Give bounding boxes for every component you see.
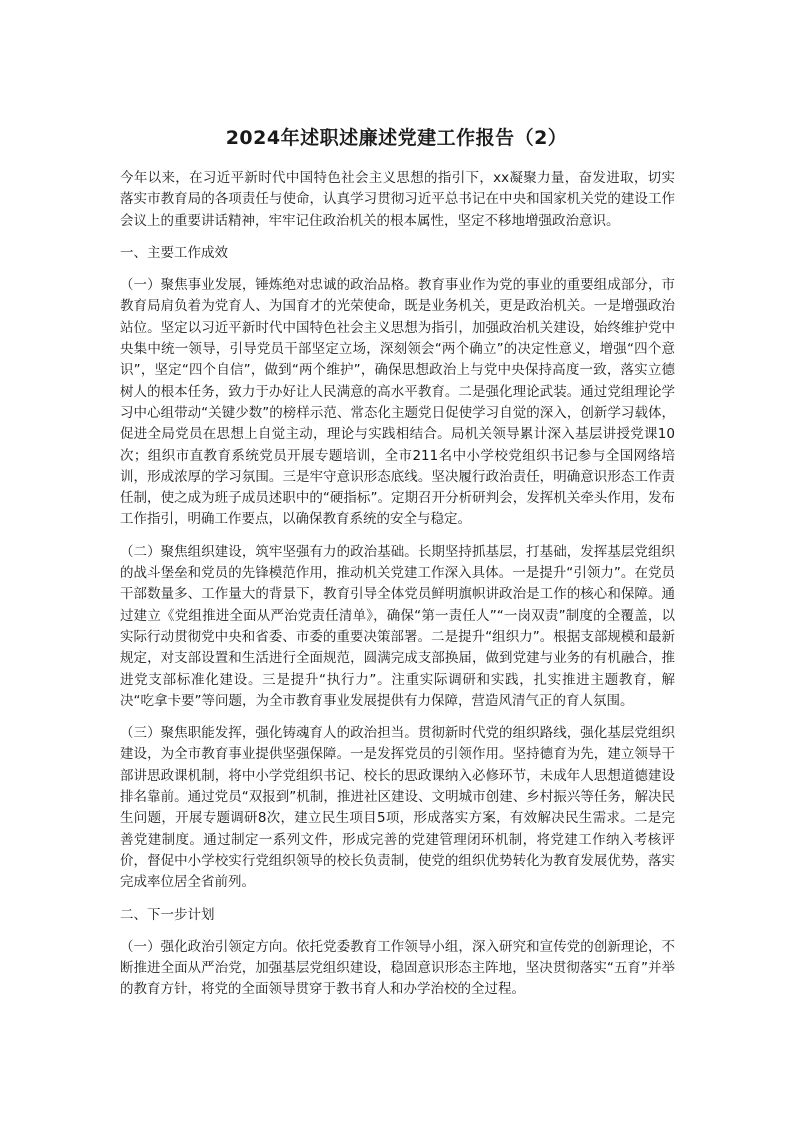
paragraph-organization-building: （二）聚焦组织建设，筑牢坚强有力的政治基础。长期坚持抓基层，打基础，发挥基层党组织的战斗堡垒和党员的先锋模范作用，推动机关党建工作深入具体。一是提升“引领力”。在党员干部数量多、工作量大的背景下，教育引导全体党员鲜明旗帜讲政治是工作的核心和保障。通过建立《党组推进全面从严治党责任清单》，确保“第一责任人”“一岗双责”制度的全覆盖，以实际行动贯彻党中央和省委、市委的重要决策部署。二是提升“组织力”。根据支部规模和最新规定，对支部设置和生活进行全面规范，圆满完成支部换届，做到党建与业务的有机融合，推进党支部标准化建设。三是提升“执行力”。注重实际调研和实践，扎实推进主题教育，解决“吃拿卡要”等问题，为全市教育事业发展提供有力保障，营造风清气正的育人氛围。 bbox=[120, 543, 675, 709]
document-body bbox=[120, 168, 675, 1012]
section-heading-next-steps: 二、下一步计划 bbox=[120, 906, 215, 923]
section-heading-achievements: 一、主要工作成效 bbox=[120, 244, 228, 261]
paragraph-political-loyalty: （一）聚焦事业发展，锤炼绝对忠诚的政治品格。教育事业作为党的事业的重要组成部分，市教育局肩负着为党育人、为国育才的光荣使命，既是业务机关，更是政治机关。一是增强政治站位。坚定以习近平新时代中国特色社会主义思想为指引，加强政治机关建设，始终维护党中央集中统一领导，引导党员干部坚定立场，深刻领会“两个确立”的决定性意义，增强“四个意识”，坚定“四个自信”，做到“两个维护”，确保思想政治上与党中央保持高度一致，落实立德树人的根本任务，致力于办好让人民满意的高水平教育。二是强化理论武装。通过党组理论学习中心组带动“关键少数”的榜样示范、常态化主题党日促使学习自觉的深入，创新学习载体，促进全局党员在思想上自觉主动，理论与实践相结合。局机关领导累计深入基层讲授党课10次；组织市直教育系统党员开展专题培训，全市211名中小学校党组织书记参与全国网络培训，形成浓厚的学习氛围。三是牢守意识形态底线。坚决履行政治责任，明确意识形态工作责任制，使之成为班子成员述职中的“硬指标”。定期召开分析研判会，发挥机关牵头作用，发布工作指引，明确工作要点，以确保教育系统的安全与稳定。 bbox=[120, 277, 675, 528]
intro-paragraph: 今年以来，在习近平新时代中国特色社会主义思想的指引下，xx凝聚力量，奋发进取，切实落实市教育局的各项责任与使命，认真学习贯彻习近平总书记在中央和国家机关党的建设工作会议上的重要讲话精神，牢牢记住政治机关的根本属性，坚定不移地增强政治意识。 bbox=[120, 170, 675, 229]
document-title: 2024年述职述廉述党建工作报告（2） bbox=[225, 127, 568, 149]
paragraph-function-role: （三）聚焦职能发挥，强化铸魂育人的政治担当。贯彻新时代党的组织路线，强化基层党组织建设，为全市教育事业提供坚强保障。一是发挥党员的引领作用。坚持德育为先，建立领导干部讲思政课机制，将中小学党组织书记、校长的思政课纳入必修环节，未成年人思想道德建设排名靠前。通过党员“双报到”机制，推进社区建设、文明城市创建、乡村振兴等任务，解决民生问题，开展专题调研8次，建立民生项目5项，形成落实方案，有效解决民生需求。二是完善党建制度。通过制定一系列文件，形成完善的党建管理闭环机制，将党建工作纳入考核评价，督促中小学校实行党组织领导的校长负责制，使党的组织优势转化为教育发展优势，落实完成率位居全省前列。 bbox=[120, 725, 675, 891]
paragraph-political-guidance: （一）强化政治引领定方向。依托党委教育工作领导小组，深入研究和宣传党的创新理论，不断推进全面从严治党，加强基层党组织建设，稳固意识形态主阵地，坚决贯彻落实“五育”并举的教育方针，将党的全面领导贯穿于教书育人和办学治校的全过程。 bbox=[120, 938, 675, 998]
